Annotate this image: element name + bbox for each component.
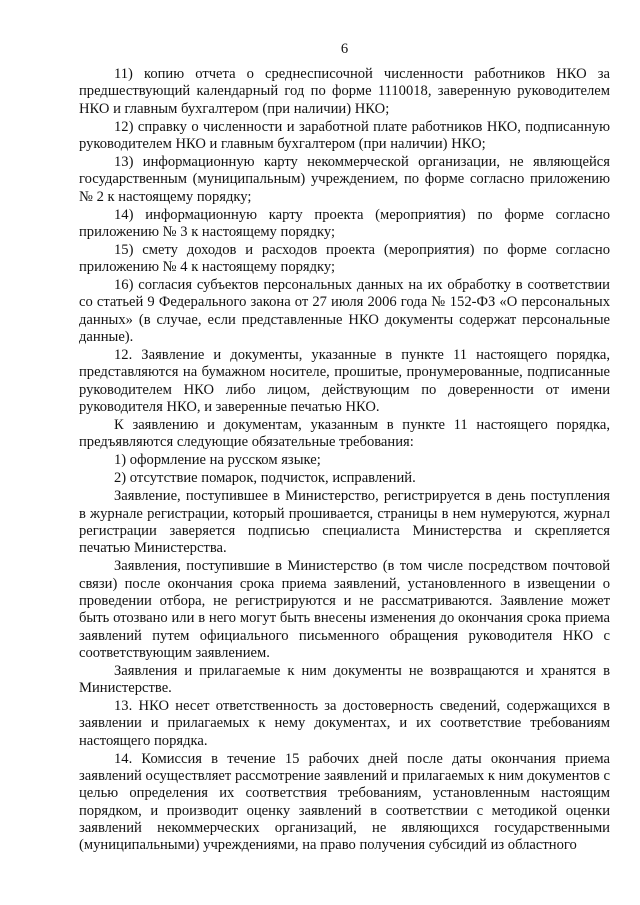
paragraph-requirement-1: 1) оформление на русском языке; [114,452,321,469]
document-body [79,66,610,855]
paragraph-clause-14: 14. Комиссия в течение 15 рабочих дней после даты окончания приема заявлений осуществляет рассмотрение заявлений и прилагаемых к ним документов с целью определения их соответствия требованиям, установленным настоящим порядком, и производит оценку заявлений в соответствии с методикой оценки заявлений некоммерческих организаций, не являющихся государственными (муниципальными) учреждениями, на право получения субсидий из областного [79,750,610,854]
paragraph-clause-12: 12. Заявление и документы, указанные в пункте 11 настоящего порядка, представляются на бумажном носителе, прошитые, пронумерованные, подписанные руководителем НКО либо лицом, действующим по доверенности от имени руководителя НКО, и заверенные печатью НКО. [79,347,610,416]
paragraph-no-return: Заявления и прилагаемые к ним документы не возвращаются и хранятся в Министерстве. [79,662,610,697]
paragraph-item-16: 16) согласия субъектов персональных данных на их обработку в соответствии со статьей 9 Федерального закона от 27 июля 2006 года № 152-ФЗ «О персональных данных» (в случае, если представленные НКО документы содержат персональные данные). [79,277,610,346]
paragraph-item-13: 13) информационную карту некоммерческой организации, не являющейся государственным (муниципальным) учреждением, по форме согласно приложению № 2 к настоящему порядку; [79,153,610,205]
paragraph-item-11: 11) копию отчета о среднесписочной численности работников НКО за предшествующий календарный год по форме 1110018, заверенную руководителем НКО и главным бухгалтером (при наличии) НКО; [79,66,610,117]
paragraph-item-12: 12) справку о численности и заработной плате работников НКО, подписанную руководителем НКО и главным бухгалтером (при наличии) НКО; [79,118,610,152]
paragraph-item-15: 15) смету доходов и расходов проекта (мероприятия) по форме согласно приложению № 4 к настоящему порядку; [79,241,610,276]
paragraph-clause-13: 13. НКО несет ответственность за достоверность сведений, содержащихся в заявлении и прилагаемых к нему документах, и их соответствие требованиям настоящего порядка. [79,698,610,749]
document-page [79,40,610,855]
paragraph-item-14: 14) информационную карту проекта (мероприятия) по форме согласно приложению № 3 к настоящему порядку; [79,206,610,240]
paragraph-requirements-intro: К заявлению и документам, указанным в пункте 11 настоящего порядка, предъявляются следующие обязательные требования: [79,417,610,451]
page-number: 6 [340,41,349,57]
paragraph-late-applications: Заявления, поступившие в Министерство (в том числе посредством почтовой связи) после окончания срока приема заявлений, установленного в извещении о проведении отбора, не регистрируются и не рассматриваются. Заявление может быть отозвано или в него могут быть внесены изменения до окончания срока приема заявлений путем официального письменного обращения руководителя НКО с соответствующим заявлением. [79,558,610,661]
paragraph-requirement-2: 2) отсутствие помарок, подчисток, исправлений. [114,470,416,487]
paragraph-registration: Заявление, поступившее в Министерство, регистрируется в день поступления в журнале регистрации, который прошивается, страницы в нем нумеруются, журнал регистрации заверяется подписью специалиста Министерства и скрепляется печатью Министерства. [79,488,610,557]
